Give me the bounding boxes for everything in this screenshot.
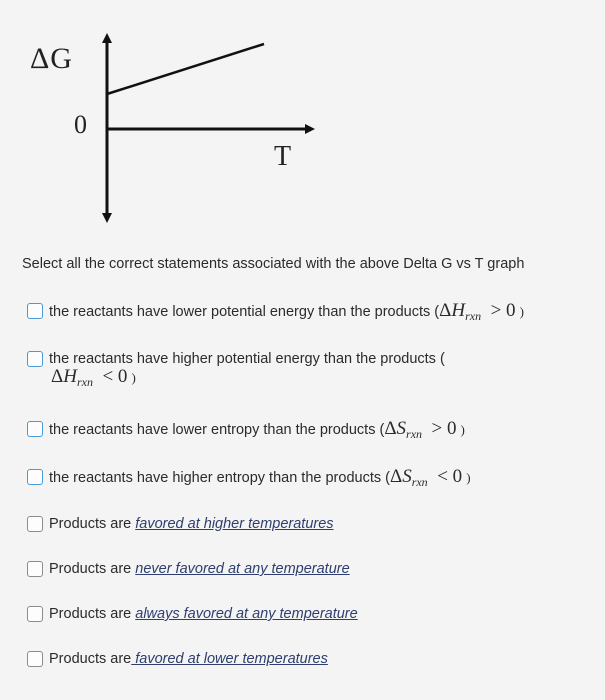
x-axis-label: T bbox=[274, 141, 292, 172]
option-products-always-favored[interactable] bbox=[27, 605, 358, 623]
option-prefix: Products are bbox=[49, 651, 132, 667]
delta-g-vs-t-graph bbox=[0, 0, 605, 240]
option-products-favored-lower-temp[interactable] bbox=[27, 650, 328, 668]
option-reactants-higher-potential-energy[interactable] bbox=[27, 350, 445, 391]
option-label: the reactants have lower entropy than the products ($\Delta S_{rxn} > 0$ ) bbox=[49, 418, 465, 441]
option-prefix: Products are bbox=[49, 606, 136, 622]
option-emphasis: favored at higher temperatures bbox=[135, 516, 334, 532]
option-label: the reactants have higher potential energy than the products ( $\Delta H_{rxn} < 0$ ) bbox=[49, 351, 445, 389]
delta-g-line bbox=[107, 44, 264, 94]
option-emphasis: favored at lower temperatures bbox=[131, 651, 328, 667]
option-text: the reactants have lower potential energy than the products ( bbox=[49, 304, 440, 320]
math-expression: $\Delta H_{rxn} < 0$ bbox=[51, 366, 128, 389]
option-emphasis: always favored at any temperature bbox=[135, 606, 358, 622]
math-expression: $\Delta H_{rxn} > 0$ bbox=[439, 300, 516, 323]
y-axis-label: ΔG bbox=[30, 42, 73, 75]
math-expression: $\Delta S_{rxn} > 0$ bbox=[384, 418, 457, 441]
checkbox[interactable] bbox=[27, 303, 43, 319]
option-label bbox=[49, 605, 358, 623]
checkbox[interactable] bbox=[27, 469, 43, 485]
question-prompt: Select all the correct statements associated with the above Delta G vs T graph bbox=[22, 256, 525, 272]
zero-label: 0 bbox=[74, 110, 87, 139]
option-reactants-higher-entropy[interactable] bbox=[27, 468, 471, 491]
checkbox[interactable] bbox=[27, 516, 43, 532]
option-text: the reactants have higher entropy than the products ( bbox=[49, 470, 390, 486]
option-reactants-lower-entropy[interactable] bbox=[27, 420, 465, 443]
option-label bbox=[49, 560, 350, 578]
option-label bbox=[49, 650, 328, 668]
option-text: the reactants have higher potential energy than the products ( bbox=[49, 351, 445, 367]
checkbox[interactable] bbox=[27, 651, 43, 667]
option-emphasis: never favored at any temperature bbox=[135, 561, 350, 577]
option-text: the reactants have lower entropy than the products ( bbox=[49, 422, 385, 438]
graph-axes bbox=[0, 0, 605, 240]
option-products-favored-higher-temp[interactable] bbox=[27, 515, 334, 533]
option-label bbox=[49, 515, 334, 533]
checkbox[interactable] bbox=[27, 561, 43, 577]
option-reactants-lower-potential-energy[interactable] bbox=[27, 302, 524, 325]
option-prefix: Products are bbox=[49, 516, 136, 532]
option-label: the reactants have higher entropy than the products ($\Delta S_{rxn} < 0$ ) bbox=[49, 466, 471, 489]
checkbox[interactable] bbox=[27, 351, 43, 367]
option-label: the reactants have lower potential energy than the products ($\Delta H_{rxn} > 0$ ) bbox=[49, 300, 524, 323]
checkbox[interactable] bbox=[27, 421, 43, 437]
checkbox[interactable] bbox=[27, 606, 43, 622]
option-prefix: Products are bbox=[49, 561, 136, 577]
option-products-never-favored[interactable] bbox=[27, 560, 350, 578]
math-expression: $\Delta S_{rxn} < 0$ bbox=[389, 466, 463, 489]
